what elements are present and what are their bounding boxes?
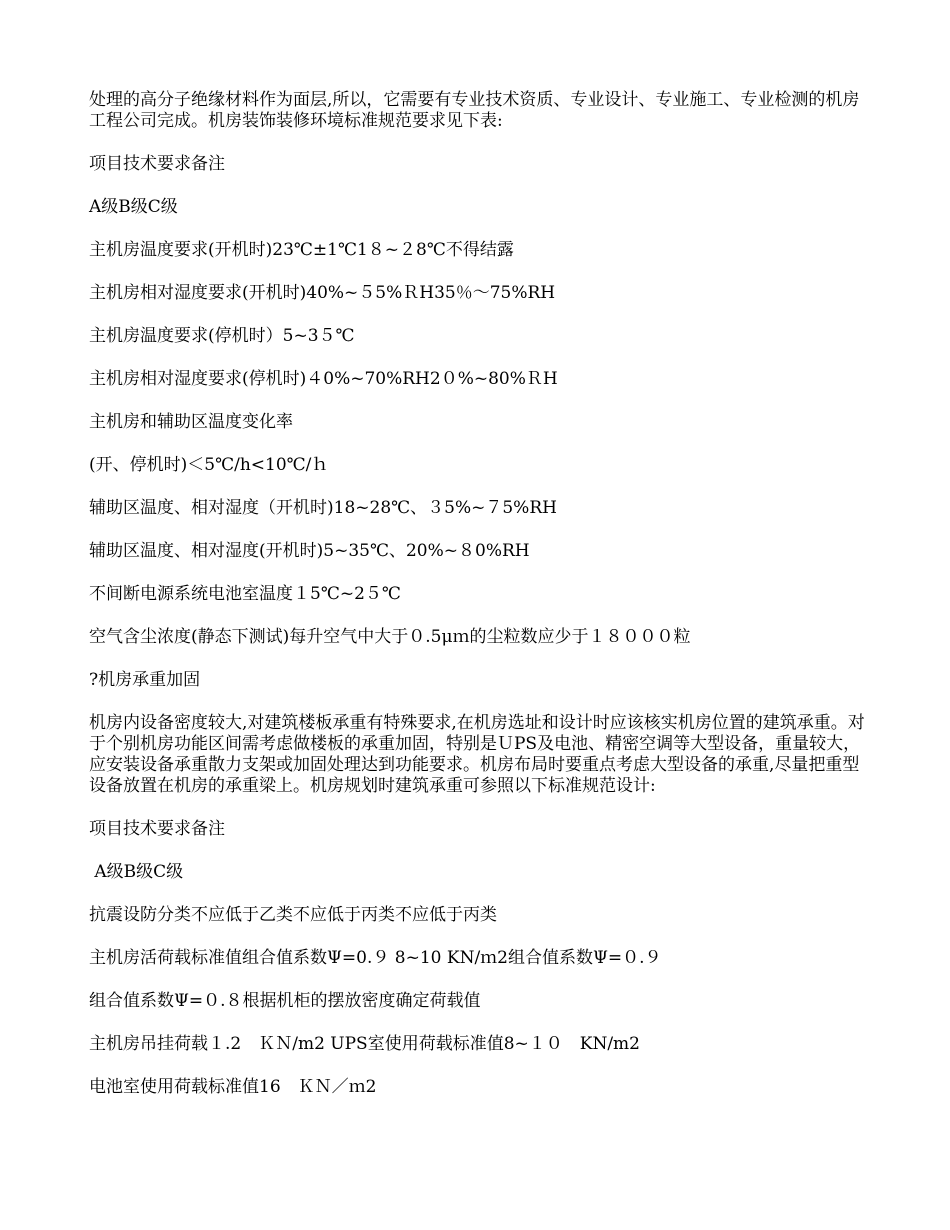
table2-row: 主机房吊挂荷载１.2 ＫＮ/m2 UPS室使用荷载标准值8~１０ KN/m2 <box>89 1034 640 1054</box>
table1-row: (开、停机时)＜5℃/h<10℃/ｈ <box>89 455 329 475</box>
document-page <box>89 90 869 1098</box>
section-heading: ?机房承重加固 <box>89 670 201 690</box>
table2-row: 组合值系数Ψ=０.８根据机柜的摆放密度确定荷载值 <box>89 991 481 1011</box>
table1-row: 主机房和辅助区温度变化率 <box>89 412 293 432</box>
table1-row: 辅助区温度、相对湿度（开机时)18~28℃、３5%~７5%RH <box>89 498 557 518</box>
table2-row: 主机房活荷载标准值组合值系数Ψ=0.９ 8~10 KN/ｍ2组合值系数Ψ=０.９ <box>89 948 662 968</box>
table2-header: 项目技术要求备注 <box>89 819 225 839</box>
table1-header: 项目技术要求备注 <box>89 154 225 174</box>
table1-row: 主机房温度要求(开机时)23℃±1℃1８~２8℃不得结露 <box>89 240 514 260</box>
table2-row: 电池室使用荷载标准值16 ＫＮ／ｍ2 <box>89 1077 377 1097</box>
body-paragraph: 机房内设备密度较大,对建筑楼板承重有特殊要求,在机房选址和设计时应该核实机房位置的建筑承重。对于个别机房功能区间需考虑做楼板的承重加固，特别是ＵPS及电池、精密空调等大型设备，重量较大，应安装设备承重散力支架或加固处理达到功能要求。机房布局时要重点考虑大型设备的承重,尽量把重型设备放置在机房的承重梁上。机房规划时建筑承重可参照以下标准规范设计: <box>89 713 865 796</box>
table1-row: 主机房相对湿度要求(开机时)40%~５5%ＲH35％～75%RH <box>89 283 556 303</box>
table1-row: 辅助区温度、相对湿度(开机时)5~35℃、20%~８0%RH <box>89 541 530 561</box>
table1-row: 主机房相对湿度要求(停机时)４0%~70%RH2０%~80%ＲH <box>89 369 558 389</box>
table2-row: 抗震设防分类不应低于乙类不应低于丙类不应低于丙类 <box>89 905 497 925</box>
table1-row: 空气含尘浓度(静态下测试)每升空气中大于０.5μｍ的尘粒数应少于１８０００粒 <box>89 627 691 647</box>
table1-grade-row: A级B级C级 <box>89 197 178 217</box>
intro-paragraph: 处理的高分子绝缘材料作为面层,所以，它需要有专业技术资质、专业设计、专业施工、专业检测的机房工程公司完成。机房装饰装修环境标准规范要求见下表: <box>89 90 860 131</box>
table2-grade-row: A级B级C级 <box>89 862 184 882</box>
table1-row: 主机房温度要求(停机时）5~3５℃ <box>89 326 355 346</box>
table1-row: 不间断电源系统电池室温度１5℃~2５℃ <box>89 584 401 604</box>
